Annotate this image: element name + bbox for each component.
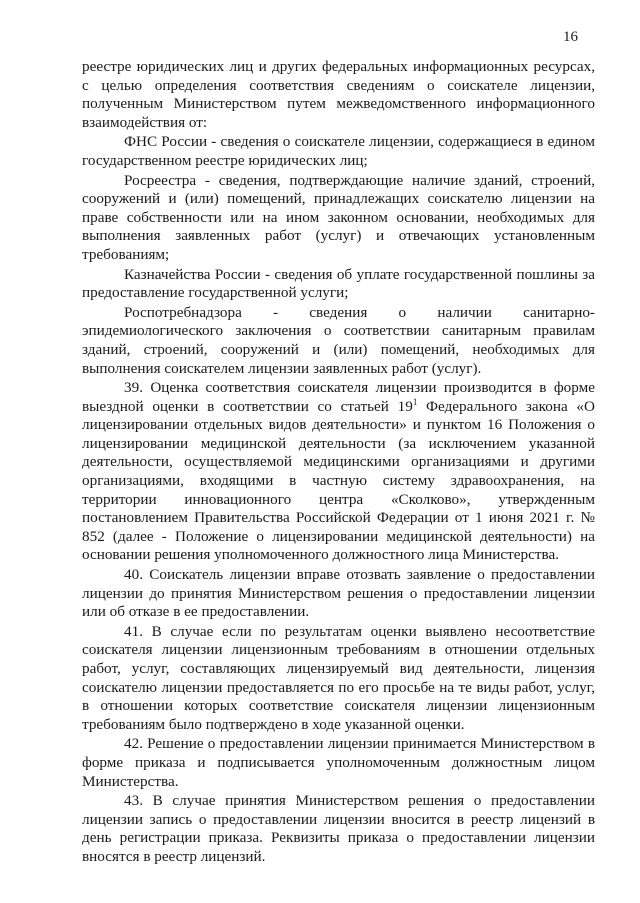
paragraph-fns: ФНС России - сведения о соискателе лицензии, содержащиеся в едином государственном реестре юридических лиц;: [82, 133, 595, 169]
paragraph-41: 41. В случае если по результатам оценки выявлено несоответствие соискателя лицензии лицензионным требованиям в отношении отдельных работ, услуг, составляющих лицензируемый вид деятельности, лицензия соискателю лицензии предоставляется по его просьбе на те виды работ, услуг, в отношении которых соответствие соискателя лицензии лицензионным требованиям было подтверждено в ходе указанной оценки.: [82, 622, 595, 733]
paragraph-42: 42. Решение о предоставлении лицензии принимается Министерством в форме приказа и подписывается уполномоченным должностным лицом Министерства.: [82, 735, 595, 790]
paragraph-39-superscript: 1: [412, 396, 418, 407]
page-number: 16: [563, 29, 578, 45]
paragraph-treasury: Казначейства России - сведения об уплате государственной пошлины за предоставление государственной услуги;: [82, 265, 595, 302]
paragraph-rospotrebnadzor: Роспотребнадзора - сведения о наличии санитарно-эпидемиологического заключения о соответствии санитарным правилам зданий, строений, сооружений и (или) помещений, необходимых для выполнения соискателем лицензии заявленных работ (услуг).: [82, 303, 595, 377]
paragraph-39-start: 39. Оценка соответствия соискателя лицензии производится в форме выездной оценки в соответствии со статьей 19: [82, 379, 595, 415]
paragraph-continuation: реестре юридических лиц и других федеральных информационных ресурсах, с целью определения соответствия сведениям о соискателе лицензии, полученным Министерством путем межведомственного информационного взаимодействия от:: [82, 58, 595, 131]
paragraph-rosreestr: Росреестра - сведения, подтверждающие наличие зданий, строений, сооружений и (или) помещений, принадлежащих соискателю лицензии на праве собственности или на ином законном основании, необходимых для выполнения заявленных работ (услуг) и отвечающих установленным требованиям;: [82, 171, 595, 263]
document-body: [82, 58, 595, 867]
paragraph-39: [82, 379, 595, 565]
paragraph-40: 40. Соискатель лицензии вправе отозвать заявление о предоставлении лицензии до принятия Министерством решения о предоставлении лицензии или об отказе в ее предоставлении.: [82, 566, 595, 621]
paragraph-39-rest: Федерального закона «О лицензировании отдельных видов деятельности» и пунктом 16 Положения о лицензировании медицинской деятельности (за исключением указанной деятельности, осуществляемой медицинскими организациями и другими организациями, входящими в частную систему здравоохранения, на территории инновационного центра «Сколково», утвержденным постановлением Правительства Российской Федерации от 1 июня 2021 г. № 852 (далее - Положение о лицензировании медицинской деятельности) на основании решения уполномоченного должностного лица Министерства.: [82, 397, 595, 564]
paragraph-43: 43. В случае принятия Министерством решения о предоставлении лицензии запись о предоставлении лицензии вносится в реестр лицензий в день регистрации приказа. Реквизиты приказа о предоставлении лицензии вносятся в реестр лицензий.: [82, 792, 595, 865]
